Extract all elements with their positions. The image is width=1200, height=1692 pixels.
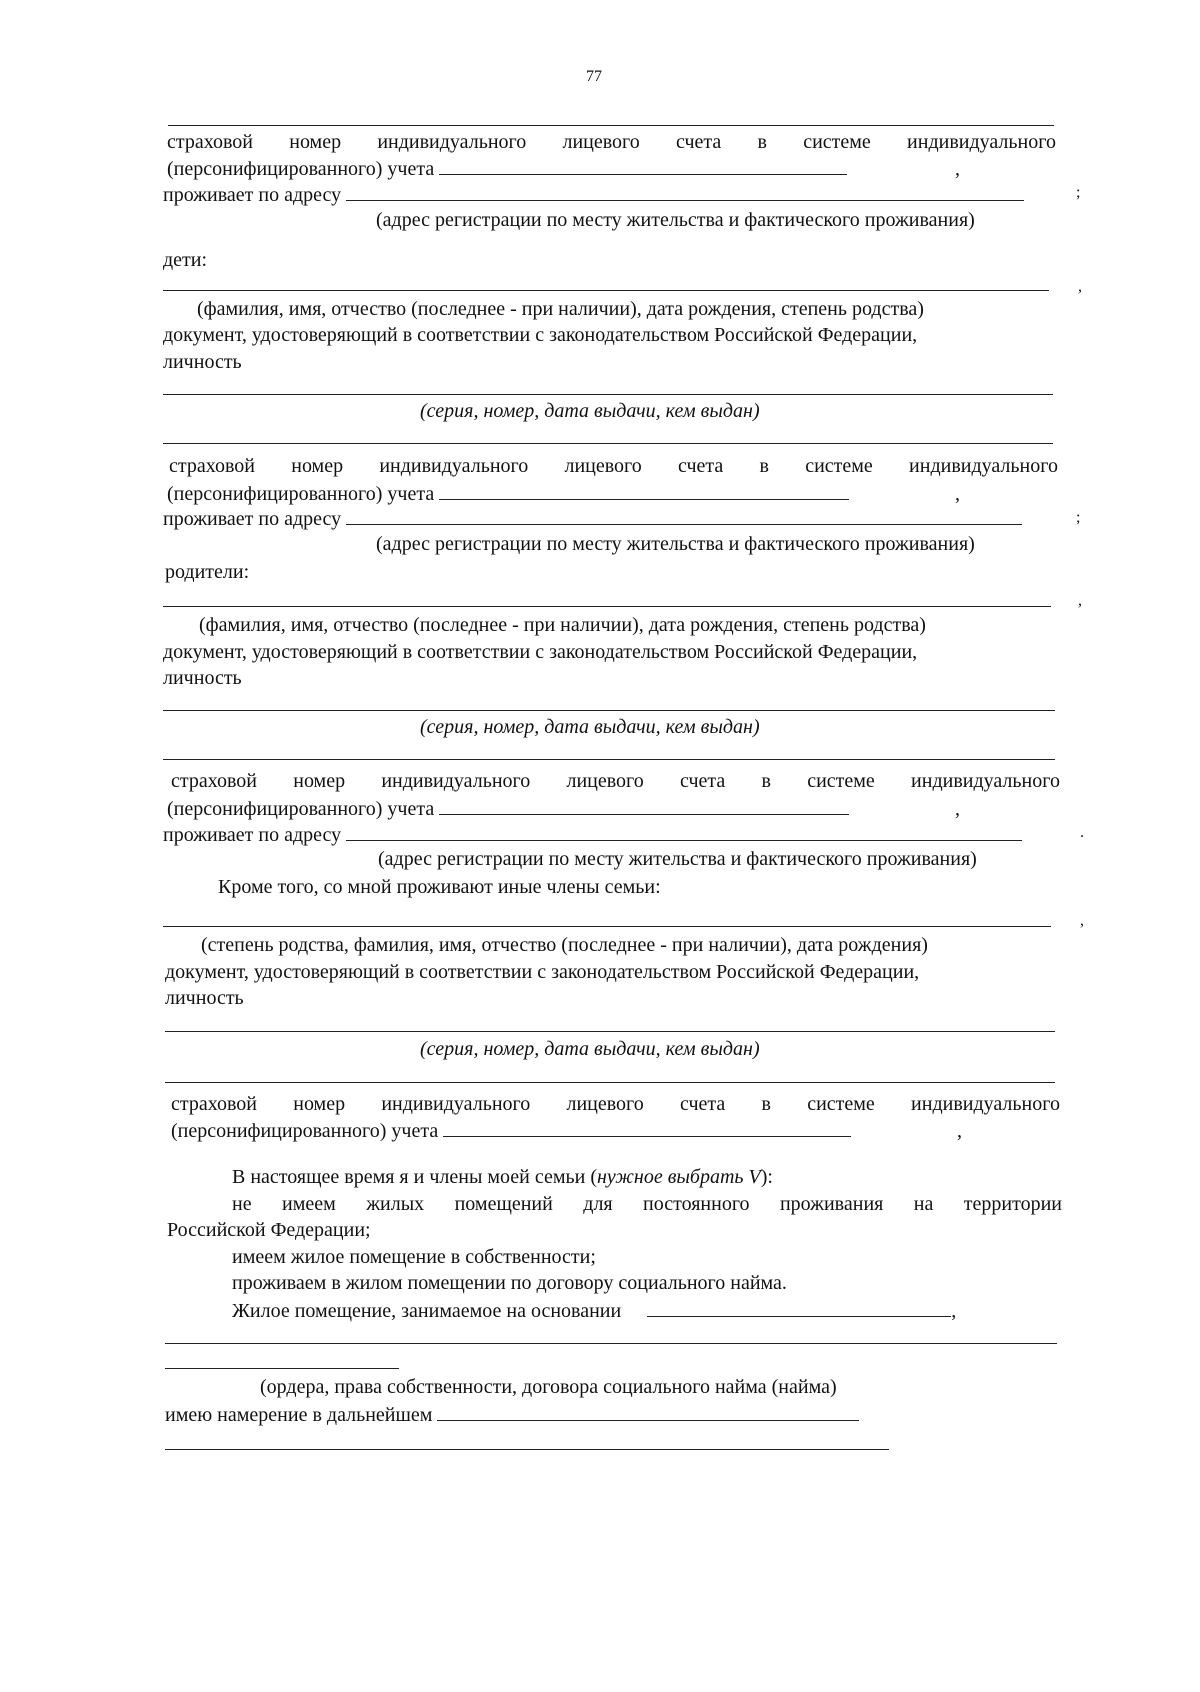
children-label: дети: [163,249,208,271]
snils-word: номер [293,1093,346,1115]
snils-word: индивидуального [907,131,1056,153]
parents-field[interactable] [163,606,1051,607]
snils-word: счета [675,131,722,153]
snils-line [171,770,1060,792]
parents-label: родители: [165,561,250,583]
snils-field[interactable] [439,481,849,500]
option-own-housing[interactable]: имеем жилое помещение в собственности; [232,1246,596,1268]
snils-word: номер [289,131,342,153]
snils-word: индивидуального [377,131,527,153]
snils-word: системе [807,1093,875,1115]
comma: , [955,158,960,180]
id-doc-text: документ, удостоверяющий в соответствии с законодательством Российской Федерации, [163,641,918,663]
person-caption: (фамилия, имя, отчество (последнее - при наличии), дата рождения, степень родства) [197,298,924,320]
snils-word: лицевого [562,131,640,153]
identity-text: личность [163,667,242,689]
identity-text: личность [165,987,244,1009]
comma: , [955,483,960,505]
occupied-on-basis-line: Жилое помещение, занимаемое на основании , [232,1300,957,1322]
snils-line-2: (персонифицированного) учета [167,796,849,820]
fill-line [165,1082,1055,1083]
semicolon: ; [1076,184,1081,201]
snils-word: номер [291,455,344,477]
option-word: жилых [366,1193,425,1215]
person-caption: (фамилия, имя, отчество (последнее - при наличии), дата рождения, степень родства) [199,614,926,636]
snils-word: системе [807,770,875,792]
fill-line [163,443,1053,444]
option-word: постоянного [643,1193,750,1215]
other-members-text: Кроме того, со мной проживают иные члены семьи: [218,876,661,898]
other-caption: (степень родства, фамилия, имя, отчество (последнее - при наличии), дата рождения) [201,934,928,956]
snils-field[interactable] [443,1118,851,1137]
currently-text: В настоящее время я и члены моей семьи (нужное выбрать V): [232,1166,773,1188]
comma: , [1078,278,1082,295]
comma: , [1078,592,1082,609]
option-word: проживания [779,1193,884,1215]
basis-field[interactable] [647,1298,951,1317]
snils-word: системе [803,131,871,153]
snils-line-2: (персонифицированного) учета [167,156,847,180]
snils-line-2: (персонифицированного) учета [171,1118,851,1142]
snils-line-2: (персонифицированного) учета [167,481,849,505]
other-members-field[interactable] [163,926,1051,927]
snils-word: в [761,1093,771,1115]
lives-at-line: проживает по адресу [163,822,1022,846]
address-caption: (адрес регистрации по месту жительства и фактического проживания) [378,848,977,870]
snils-word: счета [679,770,726,792]
address-field[interactable] [346,506,1022,525]
snils-word: индивидуального [911,1093,1060,1115]
basis-short-field[interactable] [165,1368,399,1369]
snils-word: индивидуального [379,455,529,477]
snils-field[interactable] [439,796,849,815]
no-housing-line-2: Российской Федерации; [167,1219,371,1241]
option-word: помещений [454,1193,553,1215]
snils-word: счета [677,455,724,477]
identity-text: личность [163,351,242,373]
option-no-housing[interactable] [232,1193,1062,1215]
snils-word: лицевого [566,1093,644,1115]
comma: , [957,1120,962,1142]
comma: , [955,798,960,820]
passport-caption: (серия, номер, дата выдачи, кем выдан) [420,716,760,738]
fill-line [168,125,1054,126]
id-doc-text: документ, удостоверяющий в соответствии с законодательством Российской Федерации, [165,961,920,983]
snils-word: лицевого [566,770,644,792]
snils-word: индивидуального [911,770,1060,792]
semicolon: ; [1076,509,1081,526]
passport-field[interactable] [165,1031,1055,1032]
snils-word: индивидуального [381,1093,531,1115]
address-caption: (адрес регистрации по месту жительства и фактического проживания) [376,533,975,555]
page-number: 77 [586,68,602,85]
children-field[interactable] [163,290,1049,291]
option-word: территории [963,1193,1062,1215]
intention-continuation-field[interactable] [165,1449,889,1450]
snils-word: индивидуального [909,455,1058,477]
address-field[interactable] [346,182,1024,201]
passport-caption: (серия, номер, дата выдачи, кем выдан) [420,400,760,422]
option-word: не [232,1193,252,1215]
basis-caption: (ордера, права собственности, договора социального найма (найма) [260,1376,837,1398]
lives-at-line: проживает по адресу [163,182,1024,206]
snils-word: в [759,455,769,477]
snils-word: индивидуального [381,770,531,792]
intention-field[interactable] [437,1402,859,1421]
snils-word: страховой [169,455,255,477]
snils-line [171,1093,1060,1115]
snils-word: в [761,770,771,792]
address-field[interactable] [346,822,1022,841]
period: . [1080,824,1084,841]
snils-word: страховой [167,131,253,153]
passport-caption: (серия, номер, дата выдачи, кем выдан) [420,1038,760,1060]
snils-word: в [757,131,767,153]
snils-field[interactable] [439,156,847,175]
snils-word: номер [293,770,346,792]
fill-line [163,759,1055,760]
snils-word: страховой [171,770,257,792]
snils-word: лицевого [564,455,642,477]
snils-word: системе [805,455,873,477]
passport-field[interactable] [163,710,1055,711]
passport-field[interactable] [163,394,1053,395]
id-doc-text: документ, удостоверяющий в соответствии с законодательством Российской Федерации, [163,324,918,346]
lives-at-line: проживает по адресу [163,506,1022,530]
option-word: на [913,1193,934,1215]
snils-word: страховой [171,1093,257,1115]
address-caption: (адрес регистрации по месту жительства и фактического проживания) [376,209,975,231]
option-word: имеем [282,1193,336,1215]
snils-line [167,131,1056,153]
basis-continuation-field[interactable] [165,1343,1057,1344]
option-social-lease[interactable]: проживаем в жилом помещении по договору социального найма. [232,1272,787,1294]
comma: , [1080,912,1084,929]
option-word: для [583,1193,613,1215]
snils-word: счета [679,1093,726,1115]
snils-line [169,455,1058,477]
intention-line: имею намерение в дальнейшем [165,1402,859,1426]
